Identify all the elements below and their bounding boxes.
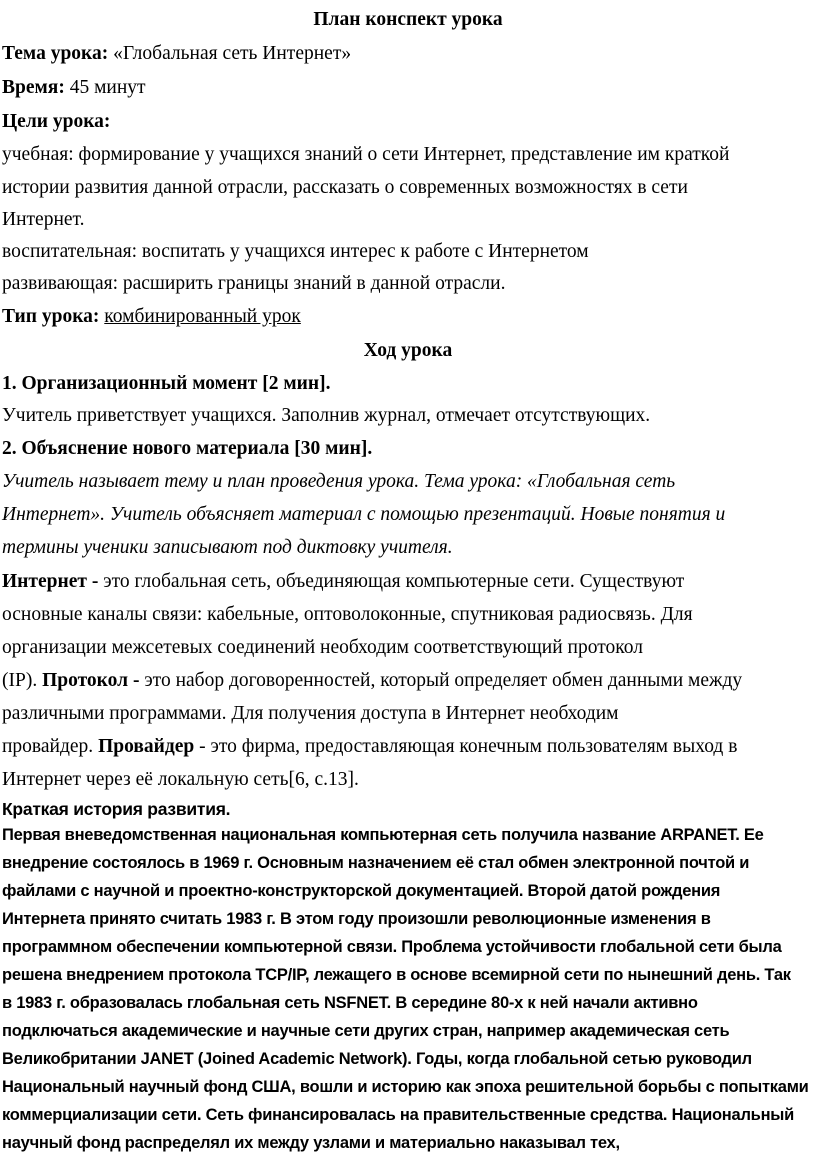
time-value: 45 минут (64, 77, 146, 98)
topic-value: «Глобальная сеть Интернет» (108, 43, 352, 64)
internet-text: это глобальная сеть, объединяющая компьютерные сети. Существуют (98, 571, 685, 592)
goals-line: истории развития данной отрасли, рассказать о современных возможностях в сети (2, 177, 688, 198)
history-line: внедрение состоялось в 1969 г. Основным назначением её стал обмен электронной почтой и (2, 854, 750, 872)
lesson-type-label: Тип урока: (2, 306, 100, 327)
lesson-type-line (2, 305, 301, 329)
course-heading: Ход урока (363, 340, 453, 361)
section1-text: Учитель приветствует учащихся. Заполнив журнал, отмечает отсутствующих. (2, 405, 651, 426)
history-line: научный фонд распределял их между узлами и материально наказывал тех, (2, 1134, 620, 1152)
goals-line: воспитательная: воспитать у учащихся интерес к работе с Интернетом (2, 241, 589, 262)
history-line: в 1983 г. образовалась глобальная сеть NSFNET. В середине 80-х к ней начали активно (2, 994, 698, 1012)
section1-heading: 1. Организационный момент [2 мин]. (2, 373, 331, 394)
topic-label: Тема урока: (2, 43, 109, 64)
protocol-text: провайдер. (2, 736, 99, 757)
provider-definition-line: Интернет через её локальную сеть[6, с.13]. (2, 769, 359, 790)
document-title: План конспект урока (313, 9, 503, 30)
history-line: коммерциализации сети. Сеть финансировалась на правительственные средства. Национальный (2, 1106, 795, 1124)
history-line: Великобритании JANET (Joined Academic Network). Годы, когда глобальной сетью руководил (2, 1050, 752, 1068)
goals-line: учебная: формирование у учащихся знаний о сети Интернет, представление им краткой (2, 144, 730, 165)
topic-line (2, 42, 351, 66)
provider-text: - это фирма, предоставляющая конечным пользователям выход в (194, 736, 738, 757)
internet-definition-line: основные каналы связи: кабельные, оптоволоконные, спутниковая радиосвязь. Для (2, 604, 693, 625)
goals-label: Цели урока: (2, 111, 111, 132)
internet-term: Интернет - (2, 571, 99, 592)
goals-line: развивающая: расширить границы знаний в данной отрасли. (2, 273, 506, 294)
protocol-definition-line: различными программами. Для получения доступа в Интернет необходим (2, 703, 619, 724)
history-line: Национальный научный фонд США, вошли и историю как эпоха решительной борьбы с попытками (2, 1078, 809, 1096)
section2-italic-line: Учитель называет тему и план проведения урока. Тема урока: «Глобальная сеть (2, 471, 676, 492)
time-line (2, 76, 146, 100)
history-line: файлами с научной и проектно-конструкторской документацией. Второй датой рождения (2, 882, 721, 900)
history-line: подключаться академические и научные сети других стран, например академическая сеть (2, 1022, 730, 1040)
provider-term: Провайдер (98, 736, 195, 757)
history-line: Первая вневедомственная национальная компьютерная сеть получила название ARPANET. Ее (2, 826, 764, 844)
section2-heading: 2. Объяснение нового материала [30 мин]. (2, 438, 373, 459)
history-heading: Краткая история развития. (2, 799, 231, 819)
goals-line: Интернет. (2, 209, 85, 230)
history-line: Интернета принято считать 1983 г. В этом году произошли революционные изменения в (2, 910, 711, 928)
internet-definition-line: организации межсетевых соединений необходим соответствующий протокол (2, 637, 643, 658)
provider-definition-line (2, 735, 737, 759)
internet-text: (IP). (2, 670, 43, 691)
protocol-term: Протокол - (42, 670, 140, 691)
section2-italic-line: Интернет». Учитель объясняет материал с помощью презентаций. Новые понятия и (2, 504, 726, 525)
internet-definition-line (2, 570, 684, 594)
protocol-definition-line (2, 669, 742, 693)
protocol-text: это набор договоренностей, который определяет обмен данными между (139, 670, 743, 691)
history-line: решена внедрением протокола TCP/IP, лежащего в основе всемирной сети по нынешний день. Так (2, 966, 791, 984)
time-label: Время: (2, 77, 65, 98)
history-line: программном обеспечении компьютерной связи. Проблема устойчивости глобальной сети была (2, 938, 782, 956)
section2-italic-line: термины ученики записывают под диктовку учителя. (2, 537, 453, 558)
lesson-type-value: комбинированный урок (104, 306, 301, 327)
